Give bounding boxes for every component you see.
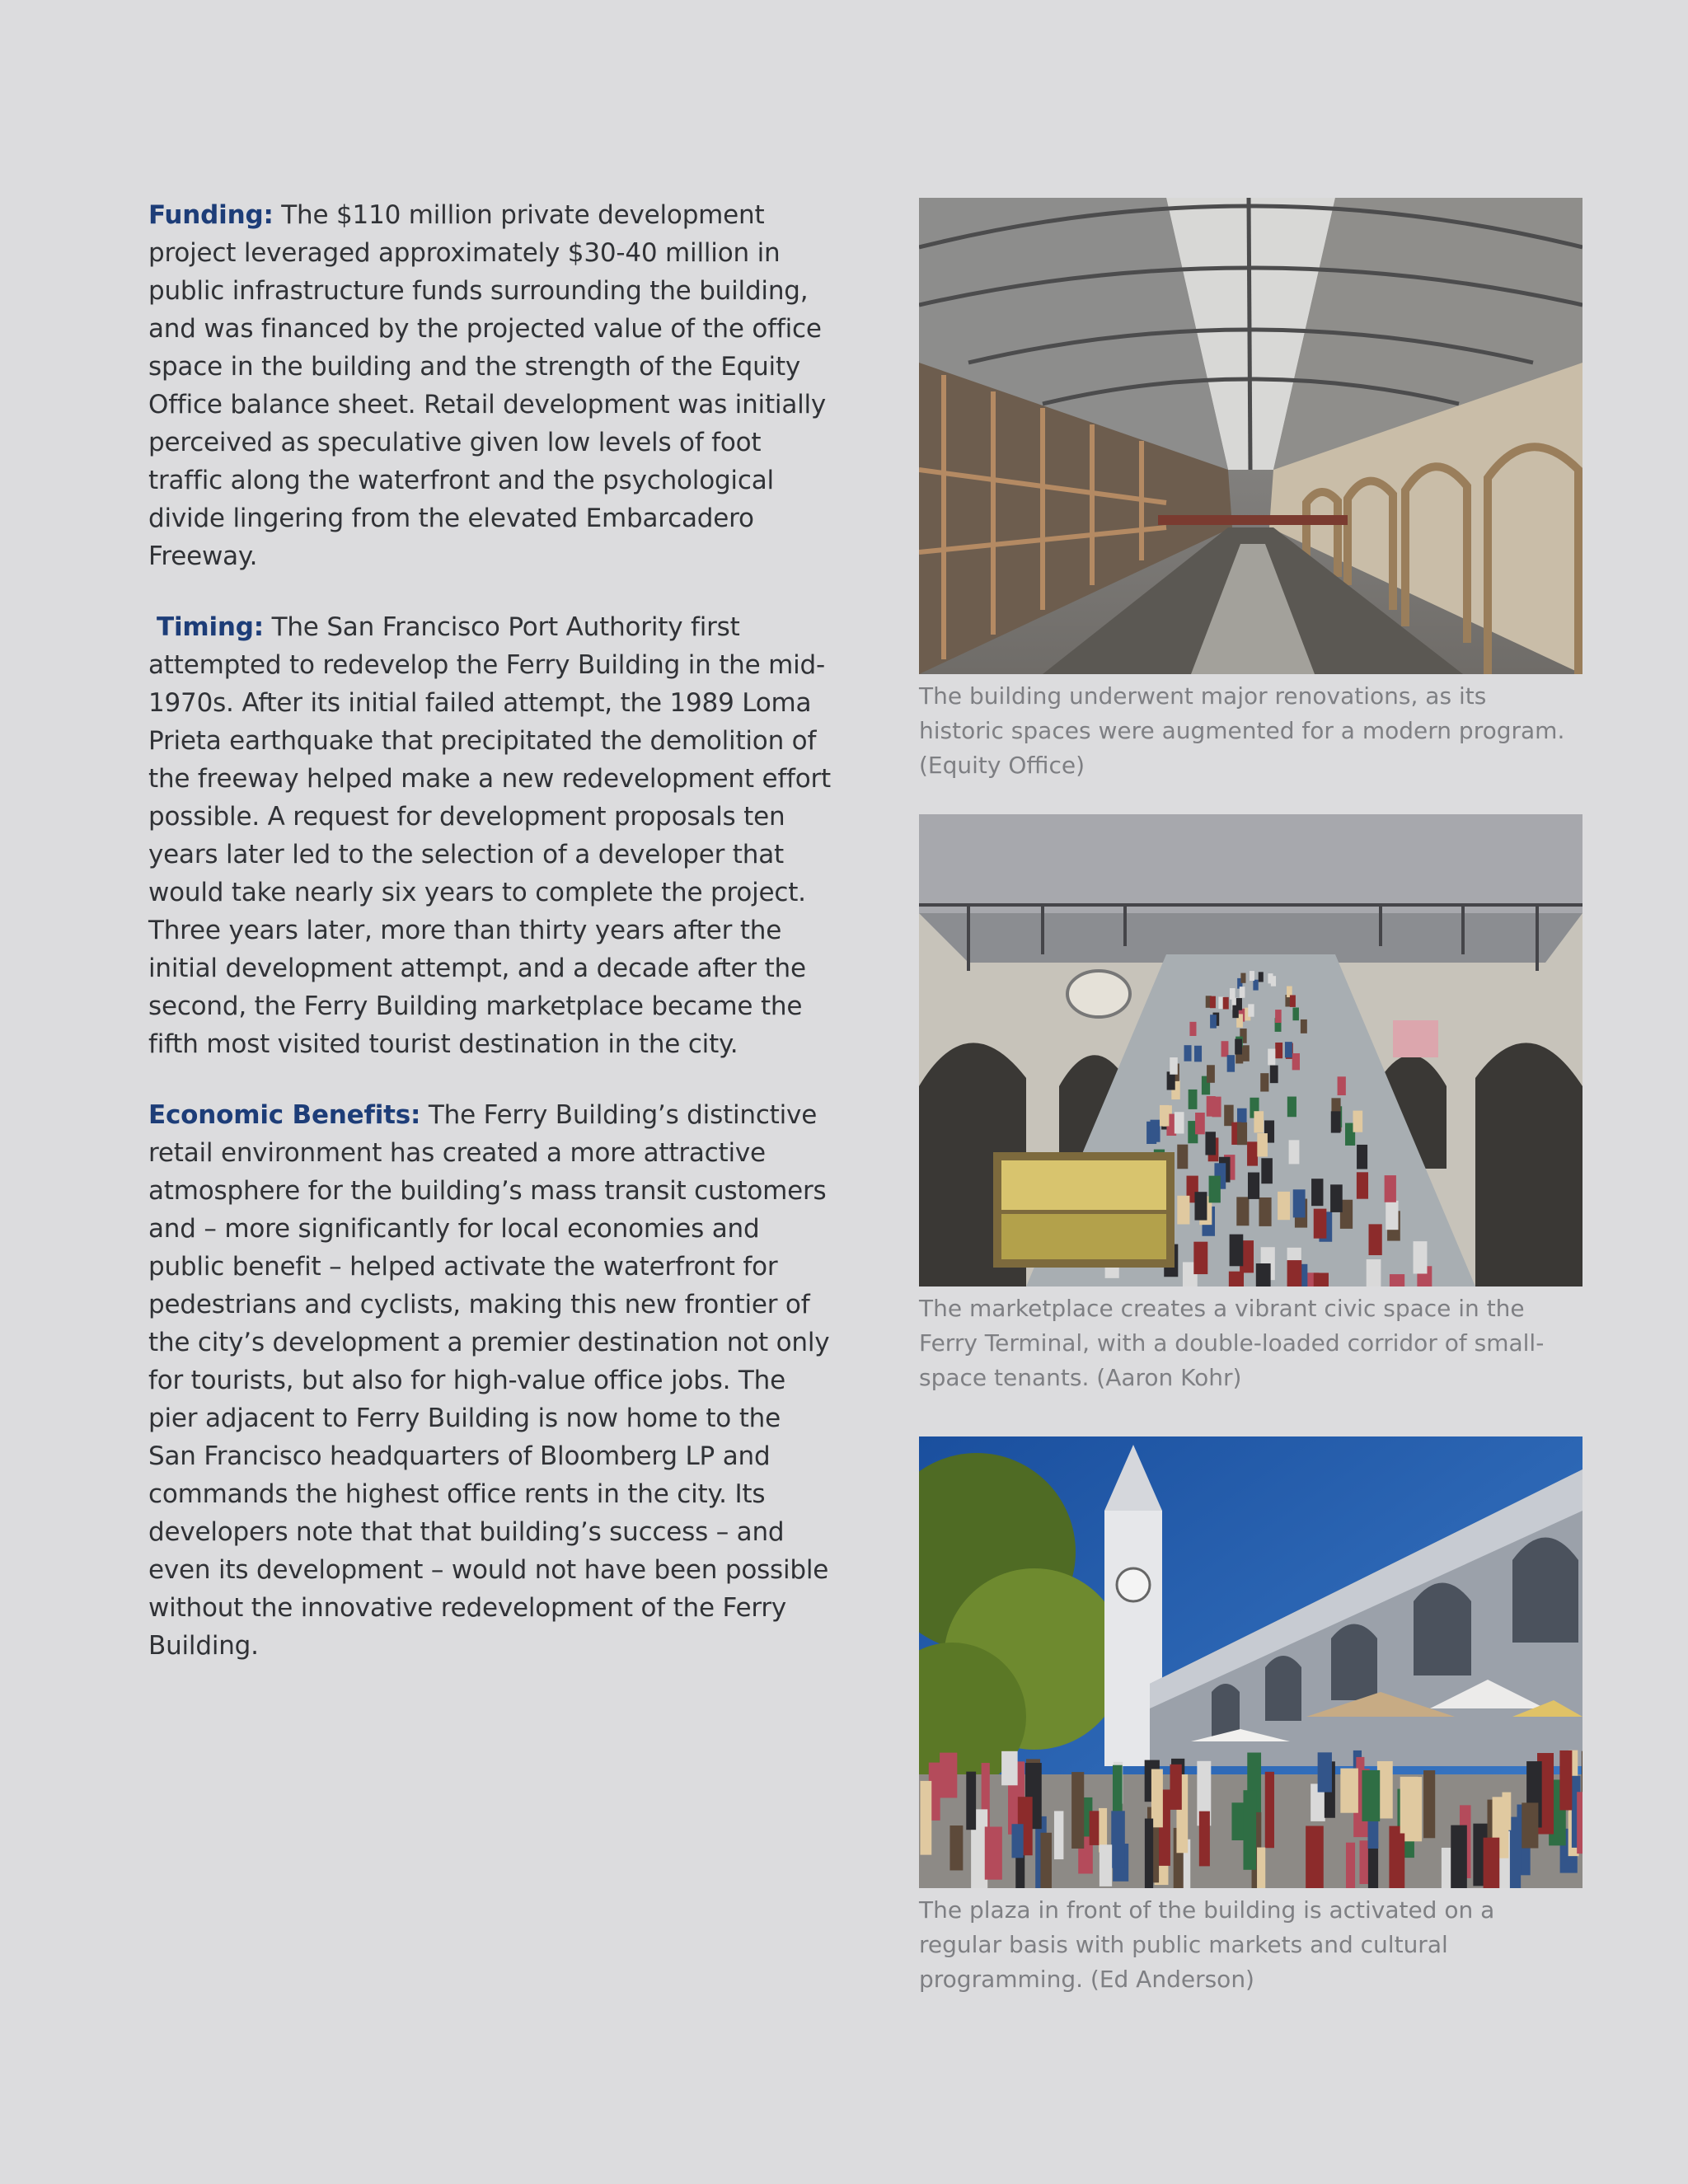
funding-paragraph (148, 196, 832, 575)
renovation-photo (919, 198, 1582, 674)
figure-plaza (919, 1436, 1587, 1997)
timing-label: Timing: (157, 612, 264, 642)
body-text-column (148, 196, 832, 1698)
marketplace-photo (919, 814, 1582, 1286)
economic-benefits-label: Economic Benefits: (148, 1100, 421, 1130)
timing-text: The San Francisco Port Authority first attempted to redevelop the Ferry Building in the mid-1970s. After its initial failed attempt, the 1989 Loma Prieta earthquake that precipitated the demolition of the freeway helped make a new redevelopment effort possible. A request for development proposals ten years later led to the selection of a developer that would take nearly six years to complete the project. Three years later, more than thirty years after the initial development attempt, and a decade after the second, the Ferry Building marketplace became the fifth most visited tourist destination in the city. (148, 612, 832, 1059)
figure-marketplace (919, 814, 1587, 1395)
figure-renovation (919, 198, 1587, 783)
economic-benefits-text: The Ferry Building’s distinctive retail environment has created a more attractive atmosphere for the building’s mass transit customers and – more significantly for local economies and public benefit – helped activate the waterfront for pedestrians and cyclists, making this new frontier of the city’s development a premier destination not only for tourists, but also for high-value office jobs. The pier adjacent to Ferry Building is now home to the San Francisco headquarters of Bloomberg LP and commands the highest office rents in the city. Its developers note that that building’s success – and even its development – would not have been possible without the innovative redevelopment of the Ferry Building. (148, 1100, 830, 1661)
plaza-photo (919, 1436, 1582, 1888)
figure-caption-marketplace: The marketplace creates a vibrant civic space in the Ferry Terminal, with a double-loaded corridor of small-space tenants. (Aaron Kohr) (919, 1295, 1545, 1391)
figure-caption-renovation: The building underwent major renovations, as its historic spaces were augmented for a modern program. (Equity Office) (919, 682, 1565, 779)
economic-benefits-paragraph (148, 1096, 832, 1665)
funding-text: The $110 million private development project leveraged approximately $30-40 million in public infrastructure funds surrounding the building, and was financed by the projected value of the office space in the building and the strength of the Equity Office balance sheet. Retail development was initially perceived as speculative given low levels of foot traffic along the waterfront and the psychological divide lingering from the elevated Embarcadero Freeway. (148, 200, 827, 571)
funding-label: Funding: (148, 200, 274, 230)
timing-paragraph (148, 608, 832, 1063)
figure-caption-plaza: The plaza in front of the building is activated on a regular basis with public markets and cultural programming. (Ed Anderson) (919, 1896, 1495, 1993)
